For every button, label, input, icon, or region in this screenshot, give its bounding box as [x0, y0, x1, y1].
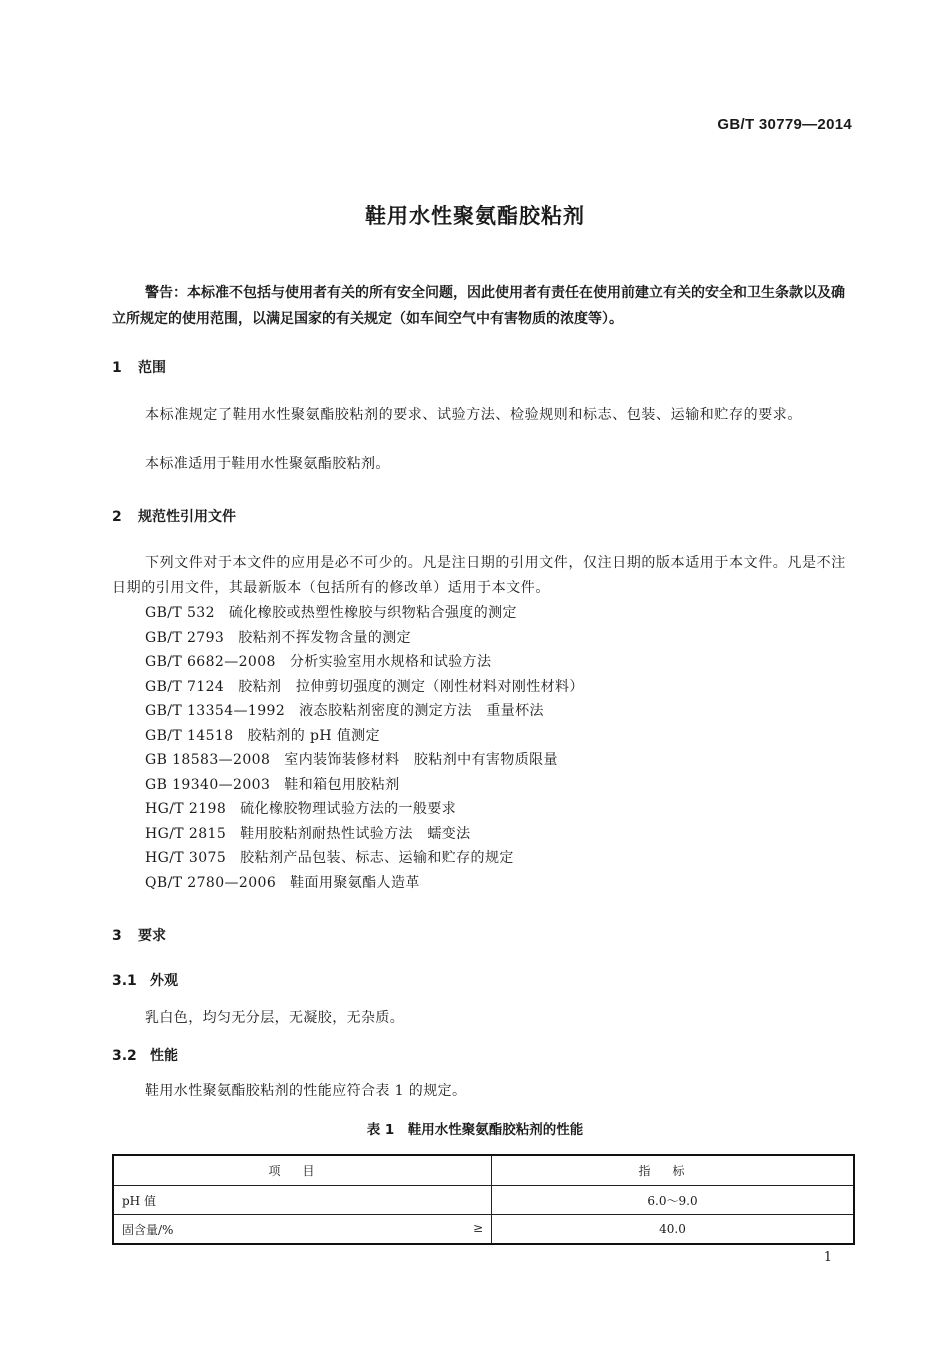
safety-warning: 警告：本标准不包括与使用者有关的所有安全问题，因此使用者有责任在使用前建立有关的安全和卫生条款以及确立所规定的使用范围，以满足国家的有关规定（如车间空气中有害物质的浓度等）。 — [112, 285, 845, 327]
item-label: 固含量/% — [122, 1222, 174, 1237]
value-cell: 40.0 — [492, 1215, 855, 1245]
reference-title: 胶粘剂产品包装、标志、运输和贮存的规定 — [240, 850, 514, 866]
section-3-1-heading — [112, 970, 178, 990]
column-header-value: 指标 — [492, 1155, 855, 1186]
section-title: 外观 — [150, 973, 178, 989]
reference-code: HG/T 2198 — [145, 801, 227, 817]
reference-code: GB/T 2793 — [145, 629, 225, 646]
list-item — [145, 773, 584, 798]
reference-code: GB/T 13354—1992 — [145, 703, 286, 719]
section-3-2-heading — [112, 1045, 178, 1065]
reference-title: 鞋和箱包用胶粘剂 — [284, 776, 400, 793]
reference-code: GB/T 14518 — [145, 727, 234, 744]
reference-code: HG/T 2815 — [145, 825, 227, 842]
reference-code: GB 18583—2008 — [145, 752, 271, 768]
section-title: 范围 — [138, 360, 166, 376]
section-title: 规范性引用文件 — [138, 509, 236, 525]
section-1-heading — [112, 357, 166, 377]
list-item — [145, 675, 584, 700]
page-number: 1 — [823, 1250, 832, 1265]
qualifier: ≥ — [472, 1220, 483, 1235]
item-cell — [113, 1186, 492, 1215]
standard-code: GB/T 30779—2014 — [717, 116, 852, 133]
section-number: 2 — [112, 509, 122, 525]
reference-title: 胶粘剂的 pH 值测定 — [247, 727, 380, 744]
reference-title: 鞋用胶粘剂耐热性试验方法 蠕变法 — [240, 825, 471, 842]
reference-title: 胶粘剂 拉伸剪切强度的测定（刚性材料对刚性材料） — [238, 678, 584, 695]
value-cell: 6.0～9.0 — [492, 1186, 855, 1215]
section-3-heading — [112, 925, 166, 945]
reference-title: 胶粘剂不挥发物含量的测定 — [238, 629, 412, 646]
appearance-text: 乳白色，均匀无分层，无凝胶，无杂质。 — [145, 1010, 405, 1026]
reference-title: 鞋面用聚氨酯人造革 — [290, 874, 420, 891]
list-item — [145, 650, 584, 675]
section-2-heading — [112, 506, 236, 526]
reference-title: 硫化橡胶物理试验方法的一般要求 — [240, 801, 457, 817]
list-item — [145, 871, 584, 896]
performance-text: 鞋用水性聚氨酯胶粘剂的性能应符合表 1 的规定。 — [145, 1083, 467, 1099]
section-number: 3 — [112, 928, 122, 944]
reference-list — [145, 601, 584, 895]
performance-table — [112, 1154, 855, 1245]
list-item — [145, 724, 584, 749]
reference-code: GB 19340—2003 — [145, 776, 271, 793]
reference-title: 室内装饰装修材料 胶粘剂中有害物质限量 — [284, 752, 558, 768]
table-header-row — [113, 1155, 854, 1186]
reference-code: GB/T 7124 — [145, 678, 225, 695]
section-number: 1 — [112, 360, 122, 376]
section-number: 3.2 — [112, 1048, 137, 1064]
list-item — [145, 601, 584, 626]
item-label: pH 值 — [122, 1193, 156, 1208]
section-title: 要求 — [138, 928, 166, 944]
scope-paragraph: 本标准规定了鞋用水性聚氨酯胶粘剂的要求、试验方法、检验规则和标志、包装、运输和贮存的要求。 — [145, 407, 802, 423]
reference-title: 分析实验室用水规格和试验方法 — [289, 654, 492, 670]
item-cell — [113, 1215, 492, 1245]
section-number: 3.1 — [112, 973, 137, 989]
list-item — [145, 846, 584, 871]
reference-code: GB/T 6682—2008 — [145, 654, 276, 670]
reference-title: 液态胶粘剂密度的测定方法 重量杯法 — [299, 703, 544, 719]
list-item — [145, 797, 584, 822]
document-title: 鞋用水性聚氨酯胶粘剂 — [365, 204, 585, 228]
reference-code: QB/T 2780—2006 — [145, 874, 277, 891]
section-title: 性能 — [150, 1048, 178, 1064]
table-row — [113, 1186, 854, 1215]
list-item — [145, 626, 584, 651]
list-item — [145, 748, 584, 773]
list-item — [145, 822, 584, 847]
list-item — [145, 699, 584, 724]
table-row — [113, 1215, 854, 1245]
table-caption: 表 1 鞋用水性聚氨酯胶粘剂的性能 — [366, 1122, 584, 1138]
reference-title: 硫化橡胶或热塑性橡胶与织物粘合强度的测定 — [228, 605, 517, 621]
column-header-item: 项目 — [113, 1155, 492, 1186]
reference-code: GB/T 532 — [145, 605, 215, 621]
reference-code: HG/T 3075 — [145, 850, 227, 866]
scope-applicability: 本标准适用于鞋用水性聚氨酯胶粘剂。 — [145, 456, 390, 472]
normative-references-intro: 下列文件对于本文件的应用是必不可少的。凡是注日期的引用文件，仅注日期的版本适用于本文件。凡是不注日期的引用文件，其最新版本（包括所有的修改单）适用于本文件。 — [112, 555, 846, 596]
